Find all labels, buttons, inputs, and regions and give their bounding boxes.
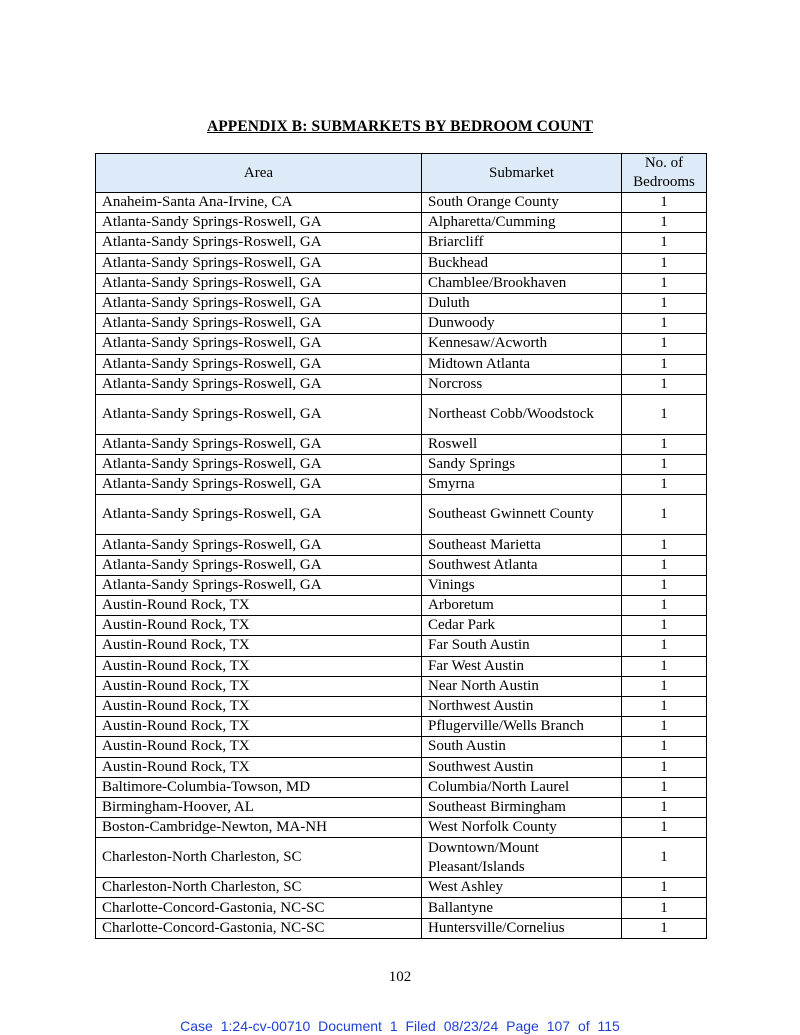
cell-area: Atlanta-Sandy Springs-Roswell, GA — [96, 314, 422, 334]
cell-submarket: Far South Austin — [422, 636, 622, 656]
table-row — [96, 495, 707, 535]
table-row — [96, 818, 707, 838]
cell-submarket: Huntersville/Cornelius — [422, 918, 622, 938]
cell-submarket: Sandy Springs — [422, 455, 622, 475]
cell-submarket: Downtown/Mount Pleasant/Islands — [422, 838, 622, 878]
cell-bedrooms: 1 — [622, 838, 707, 878]
cell-submarket: Arboretum — [422, 596, 622, 616]
cell-submarket: Roswell — [422, 434, 622, 454]
table-row — [96, 898, 707, 918]
cell-bedrooms: 1 — [622, 878, 707, 898]
table-row — [96, 878, 707, 898]
cell-area: Atlanta-Sandy Springs-Roswell, GA — [96, 575, 422, 595]
cell-bedrooms: 1 — [622, 495, 707, 535]
table-row — [96, 233, 707, 253]
table-row — [96, 717, 707, 737]
table-row — [96, 253, 707, 273]
cell-submarket: Southwest Austin — [422, 757, 622, 777]
cell-bedrooms: 1 — [622, 475, 707, 495]
cell-submarket: Duluth — [422, 293, 622, 313]
cell-bedrooms: 1 — [622, 676, 707, 696]
cell-submarket: Northwest Austin — [422, 696, 622, 716]
cell-bedrooms: 1 — [622, 334, 707, 354]
cell-area: Atlanta-Sandy Springs-Roswell, GA — [96, 334, 422, 354]
cell-submarket: Smyrna — [422, 475, 622, 495]
submarkets-table — [95, 153, 707, 939]
cell-bedrooms: 1 — [622, 374, 707, 394]
cell-submarket: Vinings — [422, 575, 622, 595]
cell-submarket: Southeast Gwinnett County — [422, 495, 622, 535]
cell-submarket: Buckhead — [422, 253, 622, 273]
cell-bedrooms: 1 — [622, 596, 707, 616]
page-title: APPENDIX B: SUBMARKETS BY BEDROOM COUNT — [206, 118, 594, 135]
cell-submarket: South Austin — [422, 737, 622, 757]
cell-area: Boston-Cambridge-Newton, MA-NH — [96, 818, 422, 838]
table-row — [96, 656, 707, 676]
table-header-row — [96, 154, 707, 193]
cell-bedrooms: 1 — [622, 575, 707, 595]
table-row — [96, 636, 707, 656]
cell-bedrooms: 1 — [622, 656, 707, 676]
table-row — [96, 575, 707, 595]
cell-bedrooms: 1 — [622, 233, 707, 253]
cell-bedrooms: 1 — [622, 293, 707, 313]
table-row — [96, 475, 707, 495]
table-row — [96, 293, 707, 313]
cell-area: Austin-Round Rock, TX — [96, 757, 422, 777]
cell-submarket: Chamblee/Brookhaven — [422, 273, 622, 293]
table-row — [96, 213, 707, 233]
cell-bedrooms: 1 — [622, 354, 707, 374]
cell-bedrooms: 1 — [622, 737, 707, 757]
cell-bedrooms: 1 — [622, 394, 707, 434]
cell-area: Atlanta-Sandy Springs-Roswell, GA — [96, 434, 422, 454]
cell-submarket: Southwest Atlanta — [422, 555, 622, 575]
cell-bedrooms: 1 — [622, 616, 707, 636]
cell-bedrooms: 1 — [622, 797, 707, 817]
cell-bedrooms: 1 — [622, 555, 707, 575]
cell-area: Charlotte-Concord-Gastonia, NC-SC — [96, 898, 422, 918]
cell-area: Atlanta-Sandy Springs-Roswell, GA — [96, 555, 422, 575]
cell-bedrooms: 1 — [622, 455, 707, 475]
cell-area: Austin-Round Rock, TX — [96, 717, 422, 737]
cell-area: Atlanta-Sandy Springs-Roswell, GA — [96, 213, 422, 233]
cell-bedrooms: 1 — [622, 535, 707, 555]
cell-bedrooms: 1 — [622, 898, 707, 918]
cell-area: Atlanta-Sandy Springs-Roswell, GA — [96, 475, 422, 495]
cell-bedrooms: 1 — [622, 434, 707, 454]
cell-submarket: Southeast Marietta — [422, 535, 622, 555]
cell-submarket: Cedar Park — [422, 616, 622, 636]
cell-area: Baltimore-Columbia-Towson, MD — [96, 777, 422, 797]
cell-submarket: South Orange County — [422, 193, 622, 213]
table-row — [96, 696, 707, 716]
cell-area: Charleston-North Charleston, SC — [96, 878, 422, 898]
cell-bedrooms: 1 — [622, 777, 707, 797]
cell-bedrooms: 1 — [622, 757, 707, 777]
table-row — [96, 394, 707, 434]
table-row — [96, 434, 707, 454]
cell-bedrooms: 1 — [622, 918, 707, 938]
cell-submarket: Midtown Atlanta — [422, 354, 622, 374]
header-submarket: Submarket — [422, 154, 622, 193]
table-row — [96, 838, 707, 878]
cell-submarket: Kennesaw/Acworth — [422, 334, 622, 354]
table-row — [96, 596, 707, 616]
table-row — [96, 314, 707, 334]
table-row — [96, 273, 707, 293]
cell-area: Austin-Round Rock, TX — [96, 596, 422, 616]
case-footer: Case 1:24-cv-00710 Document 1 Filed 08/23/24 Page 107 of 115 — [180, 1018, 620, 1034]
cell-submarket: Near North Austin — [422, 676, 622, 696]
cell-area: Atlanta-Sandy Springs-Roswell, GA — [96, 394, 422, 434]
cell-area: Charlotte-Concord-Gastonia, NC-SC — [96, 918, 422, 938]
table-row — [96, 455, 707, 475]
cell-submarket: Northeast Cobb/Woodstock — [422, 394, 622, 434]
cell-area: Atlanta-Sandy Springs-Roswell, GA — [96, 535, 422, 555]
cell-bedrooms: 1 — [622, 253, 707, 273]
cell-area: Austin-Round Rock, TX — [96, 737, 422, 757]
cell-bedrooms: 1 — [622, 636, 707, 656]
table-row — [96, 193, 707, 213]
table-row — [96, 777, 707, 797]
cell-bedrooms: 1 — [622, 717, 707, 737]
cell-area: Austin-Round Rock, TX — [96, 636, 422, 656]
cell-submarket: Norcross — [422, 374, 622, 394]
cell-submarket: Briarcliff — [422, 233, 622, 253]
cell-area: Atlanta-Sandy Springs-Roswell, GA — [96, 374, 422, 394]
cell-area: Austin-Round Rock, TX — [96, 656, 422, 676]
cell-submarket: Alpharetta/Cumming — [422, 213, 622, 233]
cell-bedrooms: 1 — [622, 696, 707, 716]
cell-area: Anaheim-Santa Ana-Irvine, CA — [96, 193, 422, 213]
table-row — [96, 555, 707, 575]
cell-submarket: Southeast Birmingham — [422, 797, 622, 817]
cell-submarket: Ballantyne — [422, 898, 622, 918]
table-row — [96, 535, 707, 555]
cell-bedrooms: 1 — [622, 213, 707, 233]
table-row — [96, 676, 707, 696]
cell-submarket: Far West Austin — [422, 656, 622, 676]
table-row — [96, 374, 707, 394]
cell-area: Austin-Round Rock, TX — [96, 696, 422, 716]
cell-area: Atlanta-Sandy Springs-Roswell, GA — [96, 354, 422, 374]
cell-bedrooms: 1 — [622, 314, 707, 334]
cell-area: Charleston-North Charleston, SC — [96, 838, 422, 878]
cell-submarket: West Ashley — [422, 878, 622, 898]
table-body — [96, 193, 707, 939]
cell-area: Atlanta-Sandy Springs-Roswell, GA — [96, 495, 422, 535]
cell-area: Atlanta-Sandy Springs-Roswell, GA — [96, 455, 422, 475]
cell-area: Atlanta-Sandy Springs-Roswell, GA — [96, 233, 422, 253]
cell-area: Birmingham-Hoover, AL — [96, 797, 422, 817]
cell-bedrooms: 1 — [622, 818, 707, 838]
cell-area: Austin-Round Rock, TX — [96, 616, 422, 636]
table-row — [96, 737, 707, 757]
cell-bedrooms: 1 — [622, 193, 707, 213]
page-number: 102 — [388, 969, 412, 985]
cell-submarket: Pflugerville/Wells Branch — [422, 717, 622, 737]
cell-submarket: Columbia/North Laurel — [422, 777, 622, 797]
cell-area: Austin-Round Rock, TX — [96, 676, 422, 696]
cell-bedrooms: 1 — [622, 273, 707, 293]
cell-submarket: Dunwoody — [422, 314, 622, 334]
table-row — [96, 616, 707, 636]
table-row — [96, 354, 707, 374]
cell-submarket: West Norfolk County — [422, 818, 622, 838]
cell-area: Atlanta-Sandy Springs-Roswell, GA — [96, 273, 422, 293]
table-row — [96, 334, 707, 354]
table-row — [96, 797, 707, 817]
cell-area: Atlanta-Sandy Springs-Roswell, GA — [96, 253, 422, 273]
cell-area: Atlanta-Sandy Springs-Roswell, GA — [96, 293, 422, 313]
table-row — [96, 918, 707, 938]
table-row — [96, 757, 707, 777]
header-area: Area — [96, 154, 422, 193]
header-bedrooms: No. of Bedrooms — [622, 154, 707, 193]
